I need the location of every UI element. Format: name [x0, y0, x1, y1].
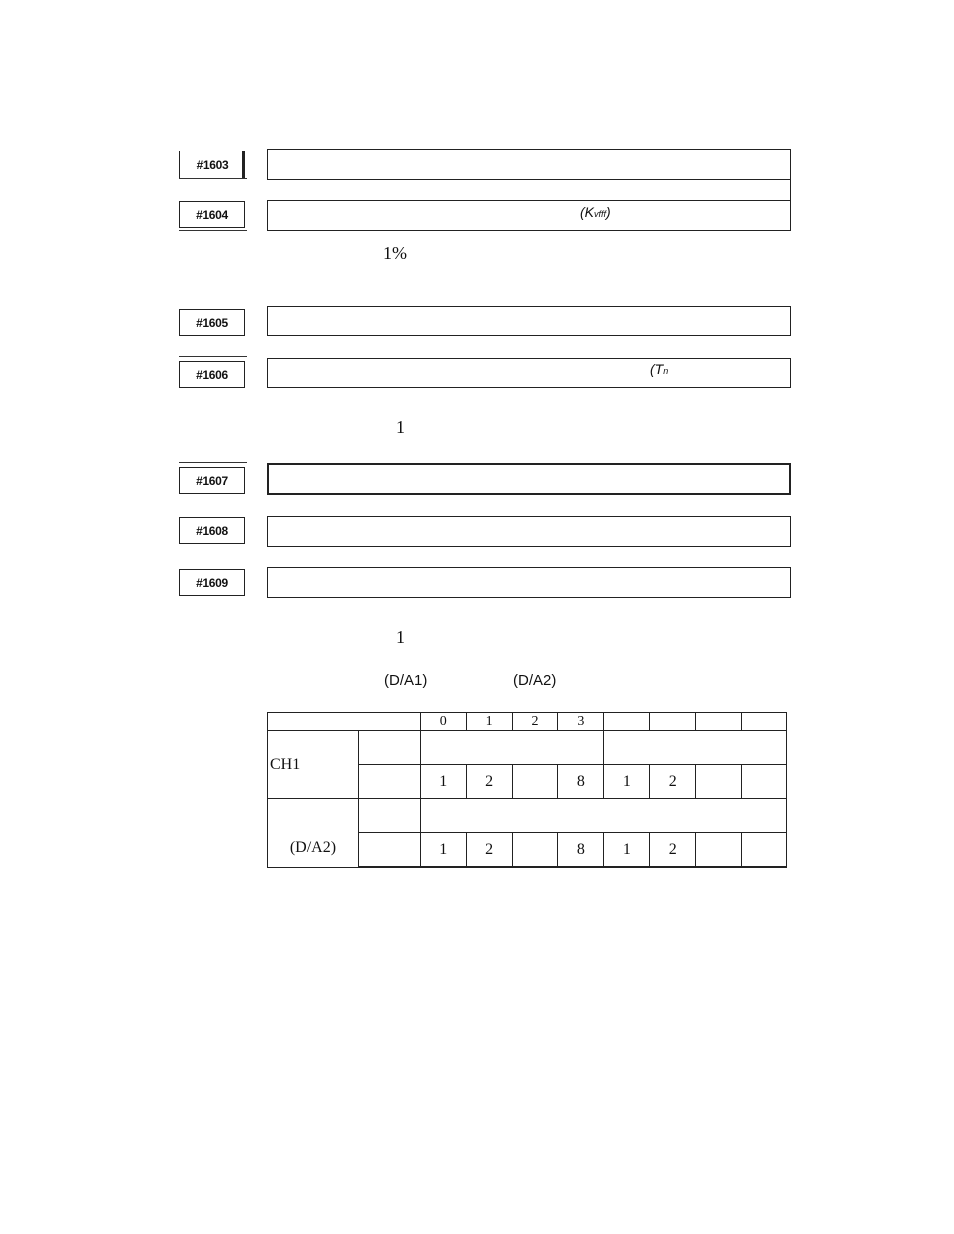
- param-field-1609: [267, 567, 791, 598]
- param-id: #1606: [196, 367, 228, 382]
- table-header-blank: [268, 713, 421, 731]
- param-field-1604: [267, 200, 791, 231]
- value-one: 1: [396, 417, 405, 437]
- table-cell: [420, 799, 786, 833]
- table-cell: 2: [650, 833, 696, 868]
- param-tag-1603: [179, 151, 245, 178]
- table-cell: 2: [466, 765, 512, 799]
- table-cell: [604, 731, 787, 765]
- param-field-1605: [267, 306, 791, 336]
- param-tag-1609: [179, 569, 245, 596]
- table-cell: 2: [650, 765, 696, 799]
- param-id: #1604: [196, 207, 228, 222]
- table-cell: 1: [420, 765, 466, 799]
- param-tag-1605: [179, 309, 245, 336]
- table-cell: [512, 765, 558, 799]
- table-cell: [696, 833, 742, 868]
- symbol-tn: (Tn: [650, 361, 669, 377]
- table-cell: [512, 833, 558, 868]
- divider: [179, 178, 247, 179]
- table-header-cell: 3: [558, 713, 604, 731]
- symbol-kvfff: (Kvfff): [580, 204, 611, 220]
- table-cell: [358, 799, 420, 833]
- table-cell: 1: [420, 833, 466, 868]
- table-cell: [742, 765, 787, 799]
- table-row: [268, 731, 787, 765]
- param-tag-1608: [179, 517, 245, 544]
- table-header-cell: [696, 713, 742, 731]
- ch1-label: CH1: [268, 731, 359, 799]
- da2-label: (D/A2): [513, 672, 557, 689]
- table-header-row: [268, 713, 787, 731]
- table-cell: [696, 765, 742, 799]
- param-tag-1607: [179, 467, 245, 494]
- table-cell: [742, 833, 787, 868]
- table-header-cell: [650, 713, 696, 731]
- bit-table: [267, 712, 787, 868]
- param-id: #1609: [196, 575, 228, 590]
- param-field-1607: [267, 463, 791, 495]
- table-header-cell: 1: [466, 713, 512, 731]
- param-field-1606: [267, 358, 791, 388]
- table-cell: 8: [558, 833, 604, 868]
- table-cell: [358, 765, 420, 799]
- param-tag-1604: [179, 201, 245, 228]
- divider: [179, 356, 247, 357]
- param-field-1603: [267, 149, 791, 180]
- table-cell: 8: [558, 765, 604, 799]
- ch2-label: (D/A2): [268, 799, 359, 868]
- da1-label: (D/A1): [384, 672, 428, 689]
- param-tag-1606: [179, 361, 245, 388]
- table-header-cell: 0: [420, 713, 466, 731]
- table-row: [268, 799, 787, 833]
- divider: [179, 462, 247, 463]
- value-one: 1: [396, 627, 405, 647]
- table-cell: [358, 833, 420, 868]
- param-id: #1603: [196, 157, 229, 172]
- param-id: #1608: [196, 523, 228, 538]
- table-cell: [358, 731, 420, 765]
- table-header-cell: [742, 713, 787, 731]
- table-cell: [420, 731, 604, 765]
- table-cell: 2: [466, 833, 512, 868]
- param-id: #1607: [196, 473, 228, 488]
- percent-value: 1%: [383, 243, 407, 263]
- param-id: #1605: [196, 315, 228, 330]
- table-header-cell: [604, 713, 650, 731]
- divider: [790, 180, 791, 200]
- param-field-1608: [267, 516, 791, 547]
- table-cell: 1: [604, 765, 650, 799]
- table-header-cell: 2: [512, 713, 558, 731]
- table-cell: 1: [604, 833, 650, 868]
- divider: [179, 230, 247, 231]
